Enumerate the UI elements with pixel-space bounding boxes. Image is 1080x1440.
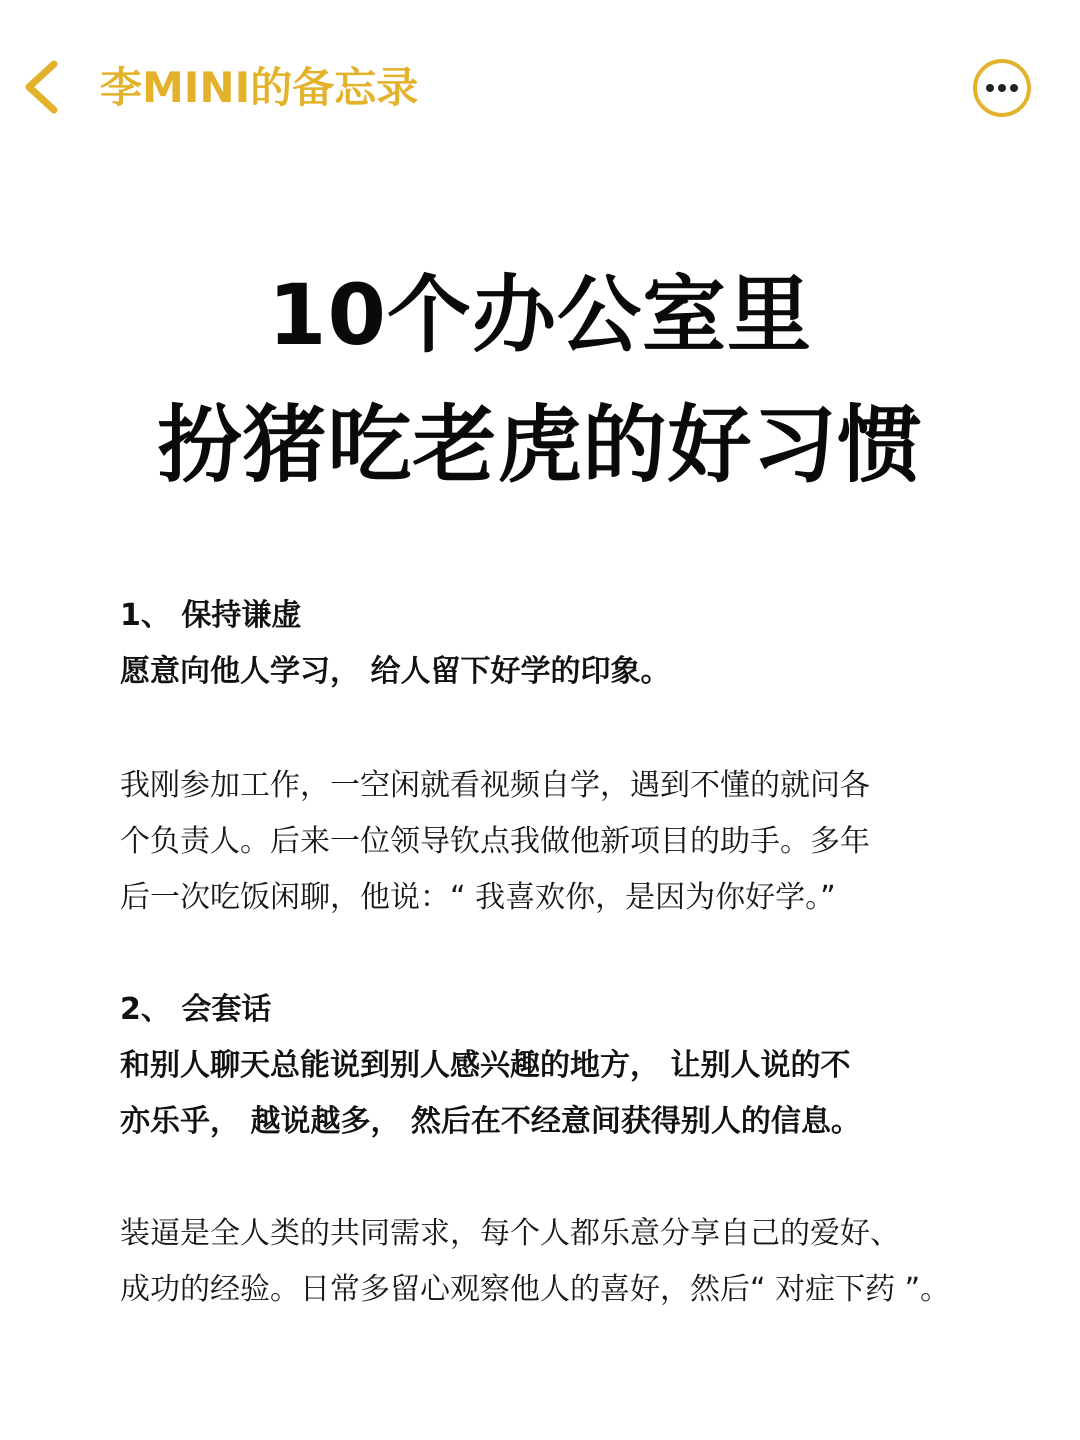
article-content: [120, 588, 1000, 1318]
section-1-body-line: 我刚参加工作，一空闲就看视频自学，遇到不懂的就问各: [120, 768, 870, 803]
section-1-body-line: 后一次吃饭闲聊，他说：“ 我喜欢你，是因为你好学。”: [120, 880, 836, 915]
title-line-1: 10个办公室里: [268, 266, 812, 364]
section-2-summary-line: 亦乐乎， 越说越多， 然后在不经意间获得别人的信息。: [120, 1104, 861, 1139]
chevron-left-icon: [14, 52, 74, 122]
nav-title: 李MINI的备忘录: [100, 63, 419, 112]
section-1-summary: 愿意向他人学习， 给人留下好学的印象。: [120, 654, 671, 689]
more-button[interactable]: [970, 56, 1034, 120]
title-line-2: 扮猪吃老虎的好习惯: [157, 396, 923, 494]
nav-bar: [0, 0, 1080, 175]
section-2-heading: 2、 会套话: [120, 992, 272, 1027]
section-1-heading: 1、 保持谦虚: [120, 598, 302, 633]
section-2-body-line: 装逼是全人类的共同需求，每个人都乐意分享自己的爱好、: [120, 1216, 900, 1251]
section-1-body-line: 个负责人。后来一位领导钦点我做他新项目的助手。多年: [120, 824, 870, 859]
page-title: [0, 250, 1080, 510]
back-button[interactable]: [14, 52, 74, 122]
section-2-body-line: 成功的经验。日常多留心观察他人的喜好，然后“ 对症下药 ”。: [120, 1272, 951, 1307]
section-2-summary-line: 和别人聊天总能说到别人感兴趣的地方， 让别人说的不: [120, 1048, 851, 1083]
more-horizontal-icon: [970, 56, 1034, 120]
